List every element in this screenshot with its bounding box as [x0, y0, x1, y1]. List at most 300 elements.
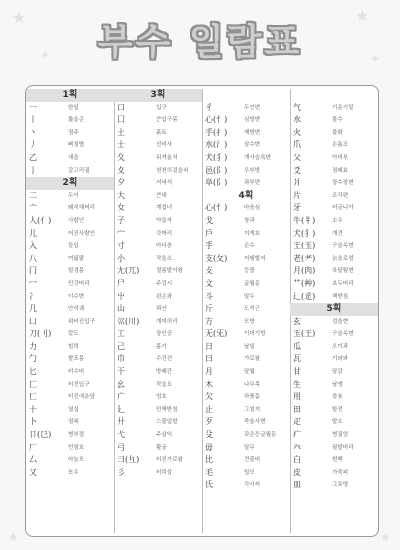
radical-name: 이미기방	[244, 331, 266, 338]
radical-row	[202, 202, 290, 215]
radical-row	[290, 127, 378, 140]
radical-row	[202, 328, 290, 341]
radical-name: 어금니아	[332, 205, 354, 212]
stroke-group-header	[202, 89, 290, 102]
radical-column	[114, 89, 202, 479]
radical-name: 아비부	[332, 154, 349, 161]
radical-name: 지게호	[244, 230, 261, 237]
radical-row	[290, 139, 378, 152]
radical-name: 몸기	[156, 343, 167, 350]
radical-char: 殳	[205, 430, 213, 440]
radical-name: 터진입구	[68, 381, 90, 388]
radical-char: 白	[293, 455, 301, 465]
radical-char: 屮	[117, 291, 125, 301]
radical-char: 爻	[293, 165, 301, 175]
radical-name: 스물입발	[156, 419, 178, 426]
radical-row	[114, 114, 202, 127]
radical-name: 기와와	[332, 356, 349, 363]
radical-name: 아들자	[156, 217, 173, 224]
radical-name: 터진에운담	[68, 394, 96, 401]
radical-char: 勹	[29, 354, 37, 364]
stroke-group-header: 1획	[26, 89, 114, 102]
radical-row	[202, 127, 290, 140]
radical-column	[290, 89, 378, 492]
radical-char: 火	[293, 127, 301, 137]
radical-row	[114, 366, 202, 379]
radical-name: 점괘효	[332, 167, 349, 174]
radical-name: 위터진입구	[68, 318, 96, 325]
radical-char: 疒	[293, 430, 301, 440]
radical-char: 冖	[29, 278, 37, 288]
radical-char: 手(扌)	[205, 127, 228, 137]
radical-row	[290, 202, 378, 215]
radical-char: 凵	[29, 316, 37, 326]
stroke-group-header: 2획	[26, 177, 114, 190]
radical-name: 쌀포몸	[68, 356, 85, 363]
radical-row	[290, 278, 378, 291]
star-decoration: ✦	[370, 52, 381, 66]
radical-char: 口	[117, 102, 125, 112]
radical-row	[202, 265, 290, 278]
radical-row	[26, 429, 114, 442]
radical-row	[202, 165, 290, 178]
radical-row	[290, 165, 378, 178]
radical-row	[114, 391, 202, 404]
radical-name: 민엄호	[68, 444, 85, 451]
radical-char: 生	[293, 379, 301, 389]
radical-name: 엄호	[156, 394, 167, 401]
radical-char: 匕	[29, 367, 37, 377]
radical-name: 검을현	[332, 318, 349, 325]
radical-char: 支(攵)	[205, 253, 228, 263]
radical-char: 皿	[293, 480, 301, 490]
radical-row	[202, 353, 290, 366]
stroke-group-header: 4획	[238, 190, 254, 201]
radical-char: 弓	[117, 442, 125, 452]
radical-row	[26, 152, 114, 165]
radical-char: 八	[29, 253, 37, 263]
radical-name: 점주	[68, 129, 79, 136]
radical-name: 심방변	[244, 117, 261, 124]
radical-row	[202, 391, 290, 404]
radical-name: 멀경몸	[68, 268, 85, 275]
radical-char: 老(耂)	[293, 253, 316, 263]
radical-row	[290, 391, 378, 404]
radical-char: 文	[205, 278, 213, 288]
radical-row	[114, 291, 202, 304]
radical-name: 도끼근	[244, 306, 261, 313]
radical-char: 亅	[29, 165, 37, 175]
radical-name: 창과	[244, 217, 255, 224]
radical-name: 마음심	[244, 205, 261, 212]
radical-name: 재방변	[244, 129, 261, 136]
radical-row	[114, 278, 202, 291]
radical-row	[114, 215, 202, 228]
radical-row	[202, 379, 290, 392]
radical-row	[202, 228, 290, 241]
radical-name: 주검시	[156, 280, 173, 287]
radical-name: 기운기밑	[332, 104, 354, 111]
radical-row	[114, 265, 202, 278]
radical-char: 丨	[29, 115, 37, 125]
radical-row	[290, 253, 378, 266]
radical-row	[26, 190, 114, 203]
radical-name: 사람인	[68, 217, 85, 224]
radical-char: 毛	[205, 467, 213, 477]
radical-row	[26, 202, 114, 215]
radical-name: 활궁	[156, 444, 167, 451]
radical-row	[290, 152, 378, 165]
stroke-group-header: 3획	[114, 89, 202, 102]
radical-row	[26, 467, 114, 480]
radical-row	[202, 316, 290, 329]
radical-name: 우부방	[244, 167, 261, 174]
radical-row	[114, 416, 202, 429]
radical-name: 그칠지	[244, 406, 261, 413]
radical-name: 가죽피	[332, 469, 349, 476]
radical-char: 廾	[117, 417, 125, 427]
radical-char: 亠	[29, 203, 37, 213]
radical-row	[290, 404, 378, 417]
radical-char: 毋	[205, 442, 213, 452]
radical-name: 입구	[156, 104, 167, 111]
radical-row	[114, 353, 202, 366]
radical-char: 田	[293, 404, 301, 414]
radical-name: 큰대	[156, 192, 167, 199]
radical-row	[202, 341, 290, 354]
radical-row	[290, 228, 378, 241]
radical-char: 攴	[205, 266, 213, 276]
radical-char: 儿	[29, 228, 37, 238]
radical-name: 날일	[244, 343, 255, 350]
radical-name: 작을요	[156, 381, 173, 388]
radical-char: 广	[117, 392, 125, 402]
radical-char: 月(肉)	[293, 266, 316, 276]
radical-name: 새을	[68, 154, 79, 161]
radical-char: 厂	[29, 442, 37, 452]
radical-row	[26, 442, 114, 455]
radical-name: 터진가로왈	[156, 457, 184, 464]
radical-char: 艹(艸)	[293, 278, 316, 288]
page-title: 부수 일람표	[97, 22, 303, 63]
radical-char: 十	[29, 404, 37, 414]
radical-char: 士	[117, 140, 125, 150]
radical-char: 斗	[205, 291, 213, 301]
radical-row	[290, 467, 378, 480]
radical-row	[290, 316, 378, 329]
radical-name: 민책받침	[156, 406, 178, 413]
radical-row	[114, 429, 202, 442]
radical-row	[290, 240, 378, 253]
radical-name: 불화	[332, 129, 343, 136]
radical-name: 갓머리	[156, 230, 173, 237]
radical-row	[202, 303, 290, 316]
radical-row	[290, 454, 378, 467]
radical-char: 人(亻)	[29, 215, 52, 225]
radical-name: 이수변	[68, 293, 85, 300]
radical-row	[290, 353, 378, 366]
star-decoration: ★	[355, 6, 370, 25]
radical-char: 乙	[29, 152, 37, 162]
radical-name: 쓸용	[332, 394, 343, 401]
radical-char: 又	[29, 467, 37, 477]
radical-char: 匚	[29, 379, 37, 389]
radical-char: 王(玉)	[293, 241, 316, 251]
radical-name: 삼수변	[244, 142, 261, 149]
radical-row	[26, 379, 114, 392]
radical-name: 뫼산	[156, 306, 167, 313]
radical-name: 오이과	[332, 343, 349, 350]
radical-row	[114, 442, 202, 455]
radical-row	[290, 328, 378, 341]
radical-row	[26, 240, 114, 253]
radical-char: 斤	[205, 304, 213, 314]
radical-char: 水(氵)	[205, 140, 228, 150]
radical-name: 왼손좌	[156, 293, 173, 300]
radical-char: 瓦	[293, 354, 301, 364]
radical-row	[202, 215, 290, 228]
radical-row	[114, 190, 202, 203]
radical-row	[290, 341, 378, 354]
radical-row	[26, 316, 114, 329]
radical-row	[114, 177, 202, 190]
radical-char: 无(旡)	[205, 329, 228, 339]
radical-name: 개미허리	[156, 318, 178, 325]
radical-table	[25, 85, 379, 537]
radical-row	[26, 291, 114, 304]
radical-name: 말두	[244, 293, 255, 300]
radical-char: 幺	[117, 379, 125, 389]
radical-name: 뚫을곤	[68, 117, 85, 124]
radical-name: 등볼	[244, 268, 255, 275]
radical-name: 민갓머리	[68, 280, 90, 287]
radical-row	[26, 278, 114, 291]
radical-char: 己	[117, 341, 125, 351]
radical-name: 물수	[332, 117, 343, 124]
star-decoration: ★	[380, 530, 391, 544]
radical-name: 마늘모	[68, 457, 85, 464]
radical-name: 병질엄	[332, 432, 349, 439]
radical-name: 터럭삼	[156, 469, 173, 476]
radical-row	[26, 127, 114, 140]
radical-row	[114, 228, 202, 241]
radical-name: 죽을사변	[244, 419, 266, 426]
radical-char: 巛(川)	[117, 316, 140, 326]
radical-name: 육달월변	[332, 268, 354, 275]
radical-row	[202, 152, 290, 165]
radical-name: 한일	[68, 104, 79, 111]
radical-char: 丿	[29, 140, 37, 150]
radical-name: 칼도	[68, 331, 79, 338]
radical-char: 冂	[29, 266, 37, 276]
radical-name: 흰백	[332, 457, 343, 464]
radical-column	[202, 89, 290, 492]
radical-row	[202, 366, 290, 379]
radical-row	[202, 479, 290, 492]
radical-row	[202, 454, 290, 467]
radical-char: 厶	[29, 455, 37, 465]
radical-char: 寸	[117, 241, 125, 251]
radical-row	[290, 177, 378, 190]
radical-name: 삐침별	[68, 142, 85, 149]
radical-row	[26, 341, 114, 354]
radical-char: 丶	[29, 127, 37, 137]
radical-char: 力	[29, 341, 37, 351]
radical-name: 안석궤	[68, 306, 85, 313]
star-decoration: ★	[12, 8, 27, 27]
radical-name: 선비사	[156, 142, 173, 149]
radical-char: 大	[117, 190, 125, 200]
radical-row	[114, 341, 202, 354]
radical-name: 달월	[244, 369, 255, 376]
radical-name: 갖은등글월문	[244, 432, 277, 439]
radical-name: 열십	[68, 406, 79, 413]
radical-char: 玄	[293, 316, 301, 326]
radical-row	[114, 165, 202, 178]
radical-row	[202, 114, 290, 127]
radical-char: 阜(阝)	[205, 178, 228, 188]
radical-name: 각시씨	[244, 482, 261, 489]
radical-row	[114, 379, 202, 392]
radical-name: 흙토	[156, 129, 167, 136]
radical-char: 癶	[293, 442, 301, 452]
radical-name: 들입	[68, 243, 79, 250]
radical-name: 소우	[332, 217, 343, 224]
radical-name: 돼지해머리	[68, 205, 96, 212]
radical-char: 弋	[117, 430, 125, 440]
radical-char: 冫	[29, 291, 37, 301]
radical-name: 필발머리	[332, 444, 354, 451]
radical-char: 甘	[293, 367, 301, 377]
radical-name: 개사슴록변	[244, 154, 272, 161]
radical-row	[114, 404, 202, 417]
radical-char: 囗	[117, 115, 125, 125]
radical-row	[202, 253, 290, 266]
radical-row	[290, 479, 378, 492]
radical-char: 皮	[293, 467, 301, 477]
radical-name: 큰입구몸	[156, 117, 178, 124]
radical-name: 발소	[332, 419, 343, 426]
radical-char: 犬(犭)	[205, 152, 228, 162]
radical-row	[202, 139, 290, 152]
radical-row	[202, 467, 290, 480]
radical-name: 주살익	[156, 432, 173, 439]
radical-name: 좌부변	[244, 180, 261, 187]
radical-char: 爪	[293, 140, 301, 150]
star-decoration: ★	[8, 530, 19, 544]
radical-name: 저녁석	[156, 180, 173, 187]
stroke-group-header: 5획	[290, 303, 378, 316]
radical-row	[290, 442, 378, 455]
radical-name: 날생	[332, 381, 343, 388]
radical-row	[26, 215, 114, 228]
radical-name: 손수	[244, 243, 255, 250]
radical-char: 工	[117, 329, 125, 339]
radical-char: 止	[205, 404, 213, 414]
radical-name: 개견	[332, 230, 343, 237]
radical-row	[26, 139, 114, 152]
radical-char: 巾	[117, 354, 125, 364]
radical-row	[114, 316, 202, 329]
radical-name: 하품흠	[244, 394, 261, 401]
radical-char: 欠	[205, 392, 213, 402]
radical-name: 털모	[244, 469, 255, 476]
radical-char: 心(忄)	[205, 203, 228, 213]
radical-name: 모방	[244, 318, 255, 325]
radical-name: 방패간	[156, 369, 173, 376]
radical-char: 小	[117, 253, 125, 263]
radical-name: 달감	[332, 369, 343, 376]
radical-char: 辶(辵)	[293, 291, 316, 301]
radical-name: 두인변	[244, 104, 261, 111]
radical-char: 方	[205, 316, 213, 326]
radical-row	[290, 379, 378, 392]
radical-char: 瓜	[293, 341, 301, 351]
radical-char: 尢(兀)	[117, 266, 140, 276]
radical-name: 장인공	[156, 331, 173, 338]
radical-char: 刀(刂)	[29, 329, 52, 339]
radical-char: 女	[117, 203, 125, 213]
radical-row	[290, 366, 378, 379]
radical-name: 비수비	[68, 369, 85, 376]
radical-char: 比	[205, 455, 213, 465]
radical-char: 一	[29, 102, 37, 112]
radical-name: 계집녀	[156, 205, 173, 212]
radical-row	[26, 228, 114, 241]
radical-row	[202, 291, 290, 304]
radical-row	[202, 429, 290, 442]
radical-name: 장수장변	[332, 180, 354, 187]
radical-name: 조각편	[332, 192, 349, 199]
radical-row	[26, 328, 114, 341]
radical-row	[290, 102, 378, 115]
radical-char: 气	[293, 102, 301, 112]
radical-row	[202, 404, 290, 417]
radical-row	[202, 240, 290, 253]
radical-name: 그릇명	[332, 482, 349, 489]
radical-char: 爿	[293, 178, 301, 188]
radical-name: 구슬옥변	[332, 243, 354, 250]
radical-row	[114, 152, 202, 165]
radical-row	[290, 190, 378, 203]
radical-char: 氏	[205, 480, 213, 490]
radical-char: 匸	[29, 392, 37, 402]
radical-row	[290, 429, 378, 442]
radical-char: 彐(彑)	[117, 455, 140, 465]
radical-name: 여덟팔	[68, 255, 85, 262]
radical-row	[26, 404, 114, 417]
star-decoration: ✦	[40, 48, 51, 62]
radical-char: 夕	[117, 178, 125, 188]
radical-row	[26, 416, 114, 429]
radical-row	[114, 202, 202, 215]
radical-char: 日	[205, 341, 213, 351]
radical-char: 月	[205, 367, 213, 377]
radical-char: 玉(王)	[293, 329, 316, 339]
radical-char: 犬(犭)	[293, 228, 316, 238]
radical-char: 邑(阝)	[205, 165, 228, 175]
radical-char: 疋	[293, 417, 301, 427]
radical-row	[26, 366, 114, 379]
radical-char: 土	[117, 127, 125, 137]
radical-char: 宀	[117, 228, 125, 238]
radical-char: 尸	[117, 278, 125, 288]
radical-char: 戶	[205, 228, 213, 238]
radical-row	[202, 278, 290, 291]
radical-name: 점복	[68, 419, 79, 426]
radical-char: 父	[293, 152, 301, 162]
radical-row	[114, 454, 202, 467]
